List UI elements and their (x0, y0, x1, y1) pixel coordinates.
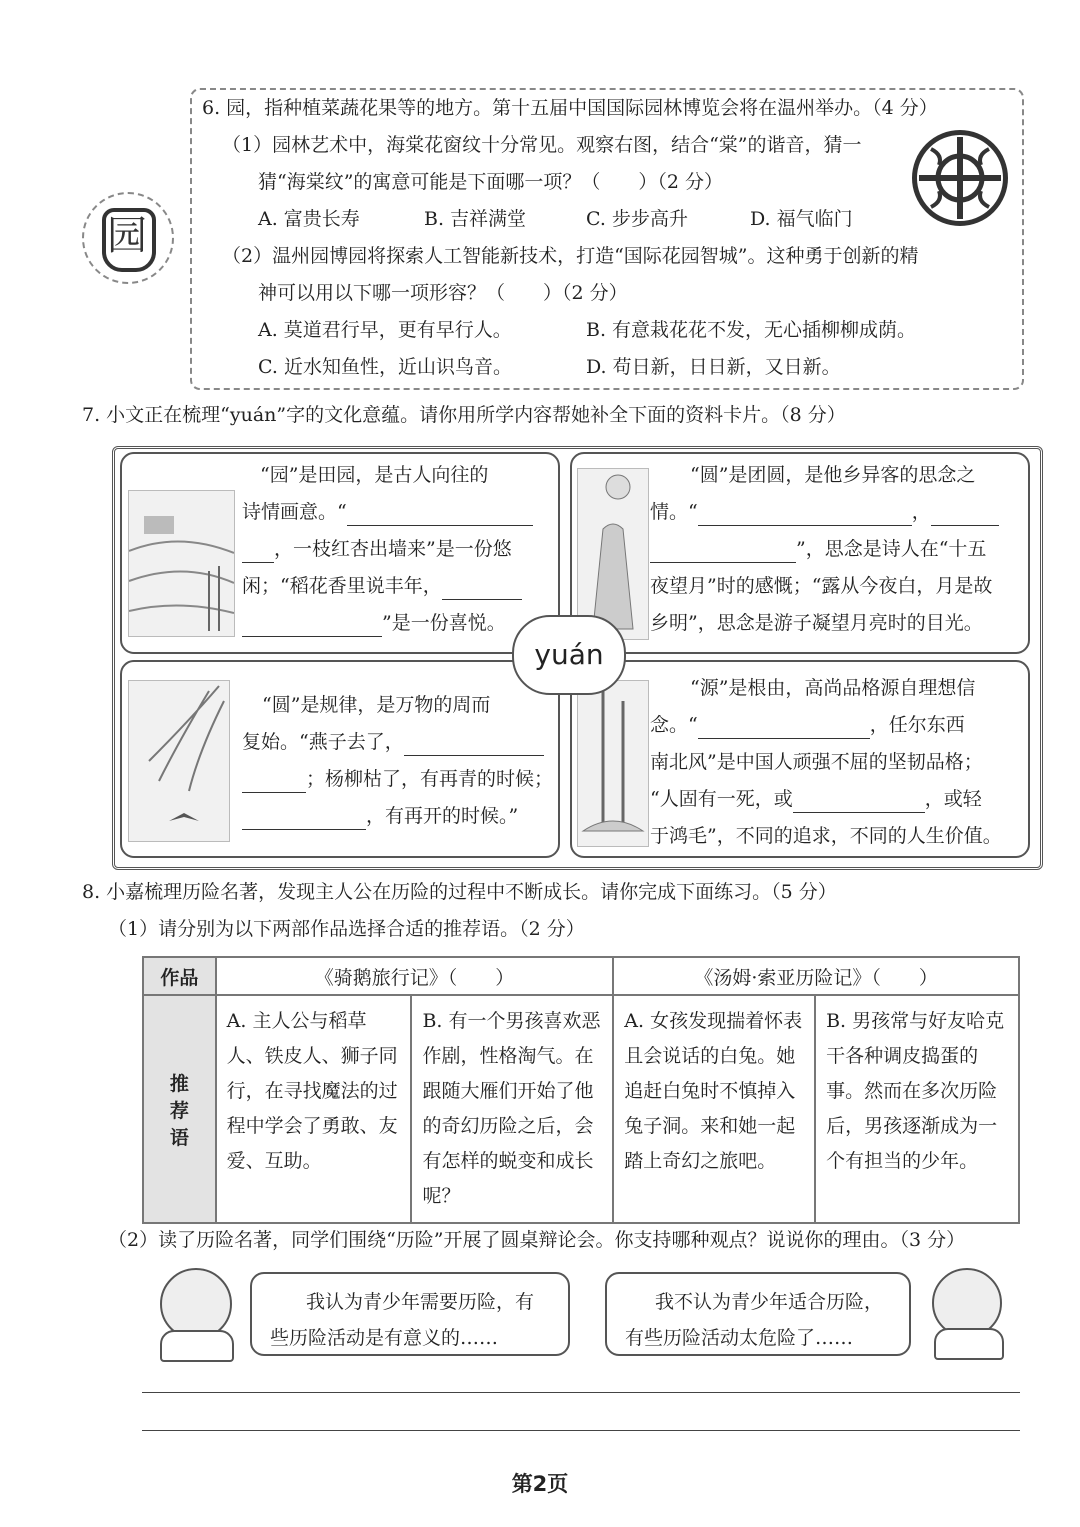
card1-line4: 闲；“稻花香里说丰年， (242, 574, 522, 600)
card1-line2: 诗情画意。“ (242, 500, 533, 526)
card3-line4: ，有再开的时候。” (242, 804, 518, 830)
q8-sub2: （2）读了历险名著，同学们围绕“历险”开展了圆桌辩论会。你支持哪种观点？说说你的理由。（3 分） (108, 1229, 966, 1251)
rec-work1-b: B. 有一个男孩喜欢恶作剧，性格淘气。在跟随大雁们开始了他的奇幻历险之后，会有怎样的蜕变和成长呢？ (411, 995, 613, 1223)
rec-work2-a: A. 女孩发现揣着怀表且会说话的白兔。她追赶白兔时不慎掉入兔子洞。来和她一起踏上奇幻之旅吧。 (613, 995, 815, 1223)
seal-stamp-char: 园 (107, 213, 147, 259)
card1-line5: ”是一份喜悦。 (242, 611, 506, 637)
q6-p2-line1: （2）温州园博园将探索人工智能新技术，打造“国际花园智城”。这种勇于创新的精 (222, 245, 919, 267)
rec-work1-a: A. 主人公与稻草人、铁皮人、狮子同行，在寻找魔法的过程中学会了勇敢、友爱、互助。 (216, 995, 412, 1223)
card2-blank1-cont[interactable] (931, 504, 999, 526)
q6-p2-option-c[interactable]: C. 近水知鱼性，近山识鸟音。 (258, 356, 512, 378)
work1-title[interactable]: 《骑鹅旅行记》（ ） (216, 957, 614, 995)
q6-p2-option-a[interactable]: A. 莫道君行早，更有早行人。 (258, 319, 512, 341)
q6-p1-option-a[interactable]: A. 富贵长寿 (258, 208, 360, 230)
q8-sub1: （1）请分别为以下两部作品选择合适的推荐语。（2 分） (108, 918, 585, 940)
card4-blank2[interactable] (793, 791, 925, 813)
speech-bubble-right (605, 1272, 911, 1356)
table-row-header: 推荐语 (143, 995, 216, 1223)
countryside-illustration-icon (128, 490, 235, 637)
q6-p2-option-b[interactable]: B. 有意栽花花不发，无心插柳柳成荫。 (586, 319, 917, 341)
q6-p2-option-d[interactable]: D. 苟日新，日日新，又日新。 (586, 356, 841, 378)
card3-line3: ；杨柳枯了，有再青的时候； (242, 767, 553, 793)
q6-p2-line2: 神可以用以下哪一项形容？（ ）（2 分） (258, 282, 628, 304)
page-number: 第2页 (511, 1472, 569, 1496)
card2-line1: “圆”是团圆，是他乡异客的思念之 (690, 464, 976, 486)
card4-line3: 南北风”是中国人顽强不屈的坚韧品格； (650, 751, 983, 773)
card2-line5: 乡明”，思念是游子凝望月亮时的目光。 (650, 612, 983, 634)
card1-blank1-cont[interactable] (242, 541, 274, 563)
card4-line1: “源”是根由，高尚品格源自理想信 (690, 677, 976, 699)
willow-swallow-illustration-icon (128, 680, 230, 842)
card1-blank2[interactable] (442, 578, 522, 600)
card4-blank1[interactable] (698, 717, 870, 739)
work2-title[interactable]: 《汤姆·索亚历险记》（ ） (613, 957, 1019, 995)
card1-blank1[interactable] (347, 504, 533, 526)
girl-body-icon (934, 1328, 1004, 1360)
q6-p1-option-b[interactable]: B. 吉祥满堂 (424, 208, 527, 230)
card2-blank2[interactable] (650, 541, 796, 563)
bubble-right-line1: 我不认为青少年适合历险， (655, 1291, 884, 1313)
card3-blank2[interactable] (242, 808, 366, 830)
card3-blank1[interactable] (404, 734, 544, 756)
card2-line3: ”，思念是诗人在“十五 (650, 537, 986, 563)
q6-stem: 6. 园，指种植菜蔬花果等的地方。第十五届中国国际园林博览会将在温州举办。（4 分） (202, 97, 938, 119)
table-col-header: 作品 (143, 957, 216, 995)
card3-blank1-cont[interactable] (242, 771, 306, 793)
card2-blank1[interactable] (698, 504, 912, 526)
answer-line-1[interactable] (142, 1392, 1020, 1393)
boy-body-icon (160, 1330, 234, 1362)
card4-line5: 于鸿毛”，不同的追求，不同的人生价值。 (650, 825, 1002, 847)
rec-work2-b: B. 男孩常与好友哈克干各种调皮捣蛋的事。然而在多次历险后，男孩逐渐成为一个有担当的少年。 (815, 995, 1019, 1223)
q7-stem: 7. 小文正在梳理“yuán”字的文化意蕴。请你用所学内容帮她补全下面的资料卡片。（8 分） (82, 404, 846, 426)
q6-p1-option-d[interactable]: D. 福气临门 (750, 208, 853, 230)
works-table (142, 956, 1020, 1224)
answer-line-2[interactable] (142, 1430, 1020, 1431)
q6-p1-line1: （1）园林艺术中，海棠花窗纹十分常见。观察右图，结合“棠”的谐音，猜一 (222, 134, 862, 156)
card1-line3: ，一枝红杏出墙来”是一份悠 (242, 537, 512, 563)
q6-p1-option-c[interactable]: C. 步步高升 (586, 208, 688, 230)
card3-line1: “圆”是规律，是万物的周而 (262, 694, 491, 716)
bubble-left-line2: 些历险活动是有意义的…… (270, 1327, 499, 1349)
yuan-center-label: yuán (512, 615, 626, 695)
bamboo-rock-illustration-icon (577, 680, 649, 847)
q6-p1-line2: 猜“海棠纹”的寓意可能是下面哪一项？（ ）（2 分） (258, 171, 724, 193)
q8-stem: 8. 小嘉梳理历险名著，发现主人公在历险的过程中不断成长。请你完成下面练习。（5 分） (82, 881, 837, 903)
bubble-left-line1: 我认为青少年需要历险，有 (306, 1291, 535, 1313)
speech-bubble-left (250, 1272, 570, 1356)
card3-line2: 复始。“燕子去了， (242, 730, 544, 756)
card2-line4: 夜望月”时的感慨；“露从今夜白，月是故 (650, 575, 993, 597)
card1-line1: “园”是田园，是古人向往的 (260, 464, 489, 486)
card4-line2: 念。“ ，任尔东西 (650, 713, 965, 739)
card4-line4: “人固有一死，或 ，或轻 (650, 787, 982, 813)
haitang-window-icon (912, 130, 1008, 226)
card1-blank2-cont[interactable] (242, 615, 382, 637)
bubble-right-line2: 有些历险活动太危险了…… (625, 1327, 854, 1349)
card2-line2: 情。“ ， (650, 500, 999, 526)
